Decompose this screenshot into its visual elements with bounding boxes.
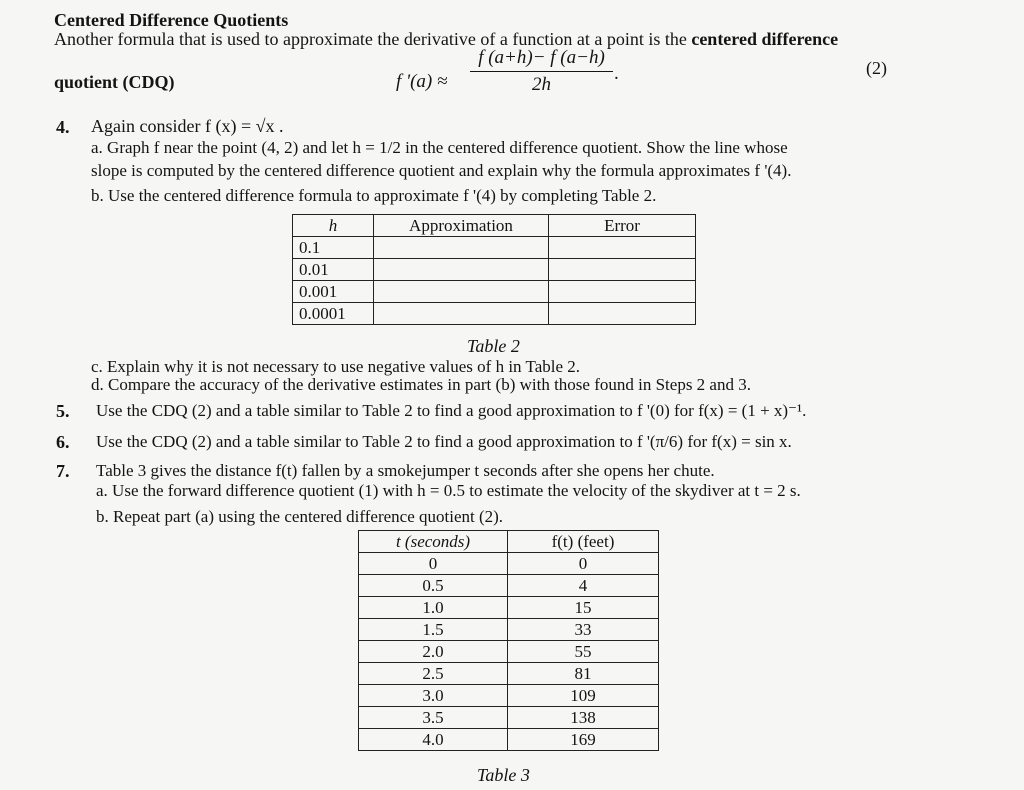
intro-line-2: quotient (CDQ)	[54, 72, 175, 92]
table-cell: 33	[508, 619, 659, 641]
problem-6-text: Use the CDQ (2) and a table similar to Table 2 to find a good approximation to f '(π/6) for f(x) = sin x.	[96, 432, 792, 451]
problem-7-number: 7.	[56, 461, 70, 481]
formula-numerator: f (a+h)− f (a−h)	[478, 47, 605, 68]
table-row	[359, 575, 659, 597]
table-header: Approximation	[374, 215, 549, 237]
table-cell-empty[interactable]	[374, 237, 549, 259]
table-cell: 169	[508, 729, 659, 751]
formula-period: .	[614, 63, 619, 84]
table-header: f(t) (feet)	[508, 531, 659, 553]
table-cell-empty[interactable]	[549, 237, 696, 259]
problem-4-number: 4.	[56, 117, 70, 137]
table-cell-empty[interactable]	[549, 303, 696, 325]
problem-5-number: 5.	[56, 401, 70, 421]
table-cell: 2.0	[359, 641, 508, 663]
table-header: Error	[549, 215, 696, 237]
formula-fraction	[470, 47, 613, 96]
table-cell-empty[interactable]	[549, 259, 696, 281]
table-cell: 138	[508, 707, 659, 729]
table-row	[359, 729, 659, 751]
table-cell: 0.1	[293, 237, 374, 259]
problem-6-number: 6.	[56, 432, 70, 452]
table-cell: 3.0	[359, 685, 508, 707]
table-row	[359, 707, 659, 729]
problem-4-text: Again consider f (x) = √x .	[91, 116, 284, 136]
table-cell: 3.5	[359, 707, 508, 729]
intro-text: Another formula that is used to approximate the derivative of a function at a point is the	[54, 29, 687, 49]
table-cell-empty[interactable]	[374, 281, 549, 303]
problem-7-text: Table 3 gives the distance f(t) fallen by a smokejumper t seconds after she opens her chute.	[96, 461, 715, 480]
table-3	[358, 530, 659, 751]
table-cell: 0.0001	[293, 303, 374, 325]
table-row	[293, 303, 696, 325]
fraction-bar	[470, 71, 613, 72]
table-cell: 0.001	[293, 281, 374, 303]
table-3-caption: Table 3	[477, 765, 530, 785]
table-row	[293, 259, 696, 281]
problem-7a: a. Use the forward difference quotient (1) with h = 0.5 to estimate the velocity of the skydiver at t = 2 s.	[96, 481, 801, 500]
table-2-caption: Table 2	[467, 336, 520, 356]
table-cell-empty[interactable]	[374, 303, 549, 325]
table-cell: 4	[508, 575, 659, 597]
table-cell: 109	[508, 685, 659, 707]
problem-4a-line-2: slope is computed by the centered difference quotient and explain why the formula approximates f '(4).	[91, 161, 792, 180]
table-row	[293, 215, 696, 237]
problem-4d: d. Compare the accuracy of the derivative estimates in part (b) with those found in Steps 2 and 3.	[91, 375, 751, 394]
intro-line-1	[54, 29, 838, 50]
table-row	[293, 237, 696, 259]
intro-bold-term: centered difference	[691, 29, 839, 49]
section-heading: Centered Difference Quotients	[54, 10, 289, 30]
table-cell: 81	[508, 663, 659, 685]
table-cell-empty[interactable]	[374, 259, 549, 281]
table-row	[293, 281, 696, 303]
problem-4b: b. Use the centered difference formula to approximate f '(4) by completing Table 2.	[91, 186, 657, 205]
formula-denominator: 2h	[532, 74, 551, 95]
table-row	[359, 597, 659, 619]
table-row	[359, 663, 659, 685]
table-cell: 0	[508, 553, 659, 575]
table-row	[359, 553, 659, 575]
table-row	[359, 641, 659, 663]
table-cell: 2.5	[359, 663, 508, 685]
table-cell-empty[interactable]	[549, 281, 696, 303]
table-row	[359, 531, 659, 553]
table-cell: 4.0	[359, 729, 508, 751]
table-cell: 0.5	[359, 575, 508, 597]
table-cell: 0.01	[293, 259, 374, 281]
table-cell: 1.5	[359, 619, 508, 641]
problem-5-text: Use the CDQ (2) and a table similar to Table 2 to find a good approximation to f '(0) for f(x) = (1 + x)⁻¹.	[96, 401, 807, 420]
table-cell: 0	[359, 553, 508, 575]
problem-4c: c. Explain why it is not necessary to use negative values of h in Table 2.	[91, 357, 581, 376]
table-cell: 1.0	[359, 597, 508, 619]
problem-7b: b. Repeat part (a) using the centered difference quotient (2).	[96, 507, 504, 526]
formula-lhs: f '(a) ≈	[396, 71, 448, 92]
table-row	[359, 685, 659, 707]
problem-4a-line-1: a. Graph f near the point (4, 2) and let h = 1/2 in the centered difference quotient. Show the line whose	[91, 138, 788, 157]
table-header: t (seconds)	[359, 531, 508, 553]
table-2	[292, 214, 696, 325]
table-row	[359, 619, 659, 641]
table-header: h	[293, 215, 374, 237]
table-cell: 15	[508, 597, 659, 619]
equation-number: (2)	[866, 58, 887, 78]
table-cell: 55	[508, 641, 659, 663]
